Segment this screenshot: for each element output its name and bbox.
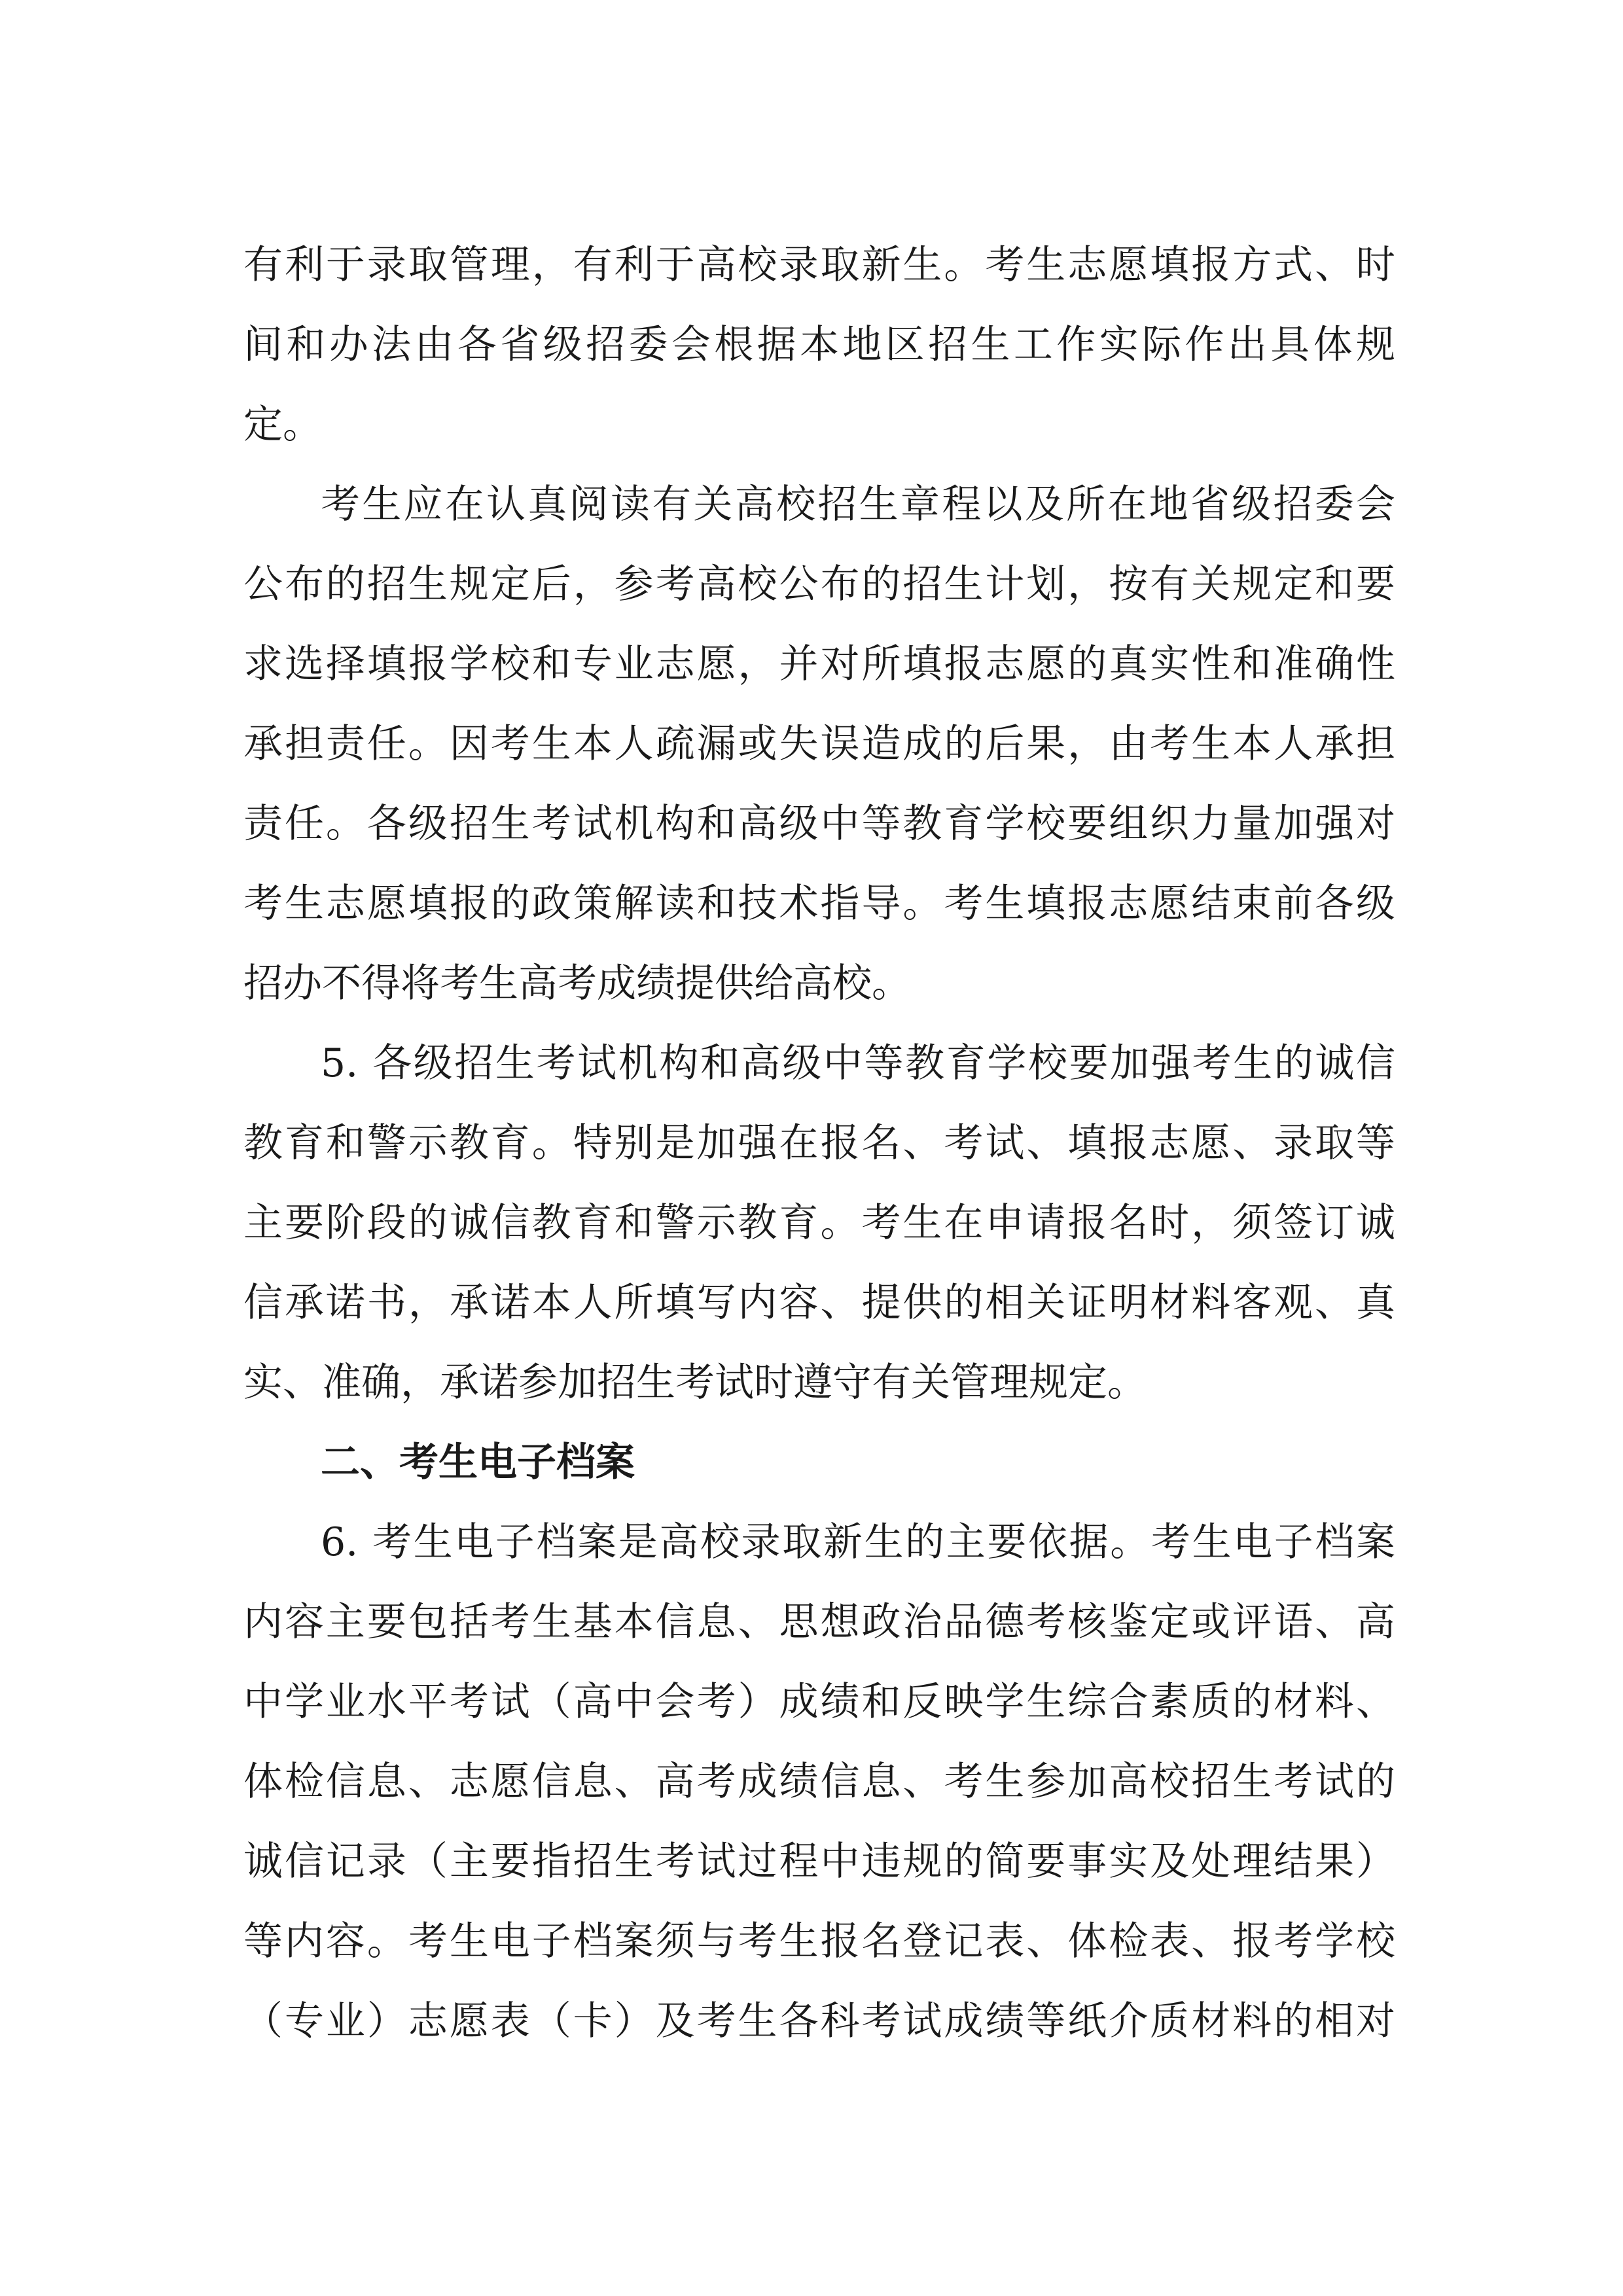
body-text-line: 体检信息、志愿信息、高考成绩信息、考生参加高校招生考试的 (243, 1759, 1395, 1805)
body-text-line: 有利于录取管理，有利于高校录取新生。考生志愿填报方式、时 (243, 242, 1395, 288)
section-heading: 二、考生电子档案 (321, 1439, 635, 1485)
body-text-line: 教育和警示教育。特别是加强在报名、考试、填报志愿、录取等 (243, 1120, 1395, 1166)
body-text-line: 间和办法由各省级招委会根据本地区招生工作实际作出具体规 (243, 322, 1395, 368)
body-text-line: 考生志愿填报的政策解读和技术指导。考生填报志愿结束前各级 (243, 881, 1395, 927)
body-text-line: 求选择填报学校和专业志愿，并对所填报志愿的真实性和准确性 (243, 641, 1395, 687)
body-text-line: 中学业水平考试（高中会考）成绩和反映学生综合素质的材料、 (243, 1679, 1395, 1725)
paragraph-first-line: 5. 各级招生考试机构和高级中等教育学校要加强考生的诚信 (321, 1040, 1395, 1086)
body-text-line: 信承诺书，承诺本人所填写内容、提供的相关证明材料客观、真 (243, 1280, 1395, 1326)
body-text-line: 诚信记录（主要指招生考试过程中违规的简要事实及处理结果） (243, 1839, 1395, 1884)
body-text-line: 实、准确，承诺参加招生考试时遵守有关管理规定。 (243, 1360, 1147, 1405)
paragraph-first-line: 6. 考生电子档案是高校录取新生的主要依据。考生电子档案 (321, 1519, 1395, 1565)
body-text-line: 内容主要包括考生基本信息、思想政治品德考核鉴定或评语、高 (243, 1599, 1395, 1645)
body-text-line: （专业）志愿表（卡）及考生各科考试成绩等纸介质材料的相对 (243, 1998, 1395, 2044)
body-text-line: 招办不得将考生高考成绩提供给高校。 (243, 961, 911, 1006)
body-text-line: 公布的招生规定后，参考高校公布的招生计划，按有关规定和要 (243, 561, 1395, 607)
paragraph-first-line: 考生应在认真阅读有关高校招生章程以及所在地省级招委会 (321, 482, 1395, 527)
body-text-line: 定。 (243, 402, 322, 448)
body-text-line: 主要阶段的诚信教育和警示教育。考生在申请报名时，须签订诚 (243, 1200, 1395, 1246)
body-text-line: 等内容。考生电子档案须与考生报名登记表、体检表、报考学校 (243, 1918, 1395, 1964)
body-text-line: 承担责任。因考生本人疏漏或失误造成的后果，由考生本人承担 (243, 721, 1395, 767)
body-text-line: 责任。各级招生考试机构和高级中等教育学校要组织力量加强对 (243, 801, 1395, 847)
